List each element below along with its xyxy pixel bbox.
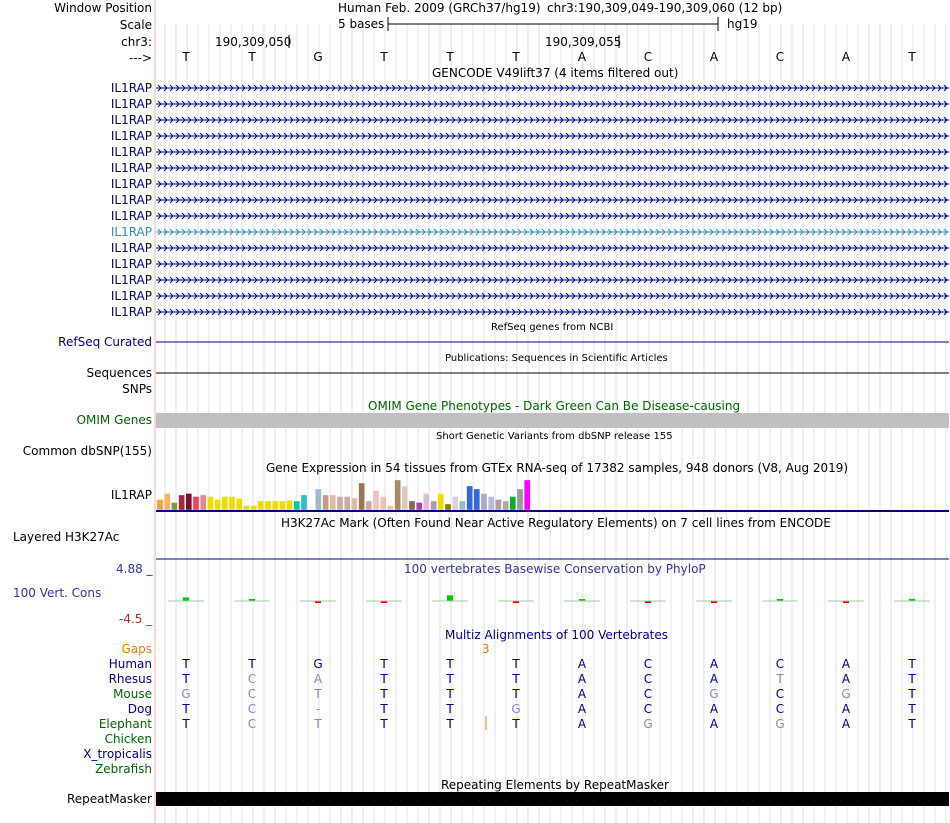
gtex-bar bbox=[359, 483, 365, 510]
gtex-bar bbox=[438, 494, 444, 511]
aligned-base: A bbox=[577, 657, 587, 671]
species-label: Human bbox=[108, 657, 152, 671]
gtex-bar bbox=[243, 506, 249, 511]
gtex-bar bbox=[524, 480, 530, 510]
gencode-transcript-label: IL1RAP bbox=[110, 177, 152, 191]
base-letter: T bbox=[512, 50, 520, 64]
aligned-base: A bbox=[709, 657, 719, 671]
aligned-base: T bbox=[182, 657, 190, 671]
gencode-transcript-label: IL1RAP bbox=[110, 209, 152, 223]
gencode-title[interactable]: GENCODE V49lift37 (4 items filtered out) bbox=[432, 66, 679, 80]
aligned-base: C bbox=[247, 672, 257, 686]
pubs-title[interactable]: Publications: Sequences in Scientific Articles bbox=[445, 353, 668, 364]
base-letter: A bbox=[709, 50, 719, 64]
omim-title[interactable]: OMIM Gene Phenotypes - Dark Green Can Be Disease-causing bbox=[368, 399, 741, 413]
aligned-base: T bbox=[512, 657, 520, 671]
base-letter: C bbox=[775, 50, 785, 64]
gencode-transcript-label: IL1RAP bbox=[110, 289, 152, 303]
refseq-title[interactable]: RefSeq genes from NCBI bbox=[491, 322, 614, 333]
aligned-base: A bbox=[841, 702, 851, 716]
aligned-base: T bbox=[380, 717, 388, 731]
species-label: Dog bbox=[127, 702, 152, 716]
gtex-bar bbox=[251, 506, 257, 511]
aligned-base: C bbox=[247, 687, 257, 701]
dbsnp-title[interactable]: Short Genetic Variants from dbSNP release 155 bbox=[436, 431, 673, 442]
phylop-bar bbox=[183, 597, 189, 601]
gtex-bar bbox=[171, 503, 177, 511]
chrom-label: chr3: bbox=[121, 35, 152, 49]
aligned-base: A bbox=[577, 672, 587, 686]
db-name: hg19 bbox=[727, 17, 758, 31]
aligned-base: T bbox=[314, 687, 322, 701]
gtex-bar bbox=[452, 497, 458, 511]
aligned-base: G bbox=[181, 687, 191, 701]
aligned-base: A bbox=[841, 672, 851, 686]
aligned-base: C bbox=[643, 702, 653, 716]
gtex-bar bbox=[200, 495, 206, 510]
repeat-label[interactable]: RepeatMasker bbox=[66, 792, 152, 806]
gtex-title[interactable]: Gene Expression in 54 tissues from GTEx RNA-seq of 17382 samples, 948 donors (V8, Aug 2019) bbox=[266, 461, 849, 475]
aligned-base: G bbox=[313, 657, 323, 671]
gaps-value: 3 bbox=[482, 642, 490, 656]
aligned-base: A bbox=[709, 717, 719, 731]
gtex-bar bbox=[409, 501, 415, 510]
gencode-transcript-label: IL1RAP bbox=[110, 81, 152, 95]
gtex-bar bbox=[488, 497, 494, 511]
aligned-base: A bbox=[841, 717, 851, 731]
gencode-transcript-label: IL1RAP bbox=[110, 257, 152, 271]
aligned-base: - bbox=[315, 702, 321, 716]
refseq-label[interactable]: RefSeq Curated bbox=[58, 335, 152, 349]
aligned-base: A bbox=[577, 702, 587, 716]
multiz-title[interactable]: Multiz Alignments of 100 Vertebrates bbox=[445, 628, 669, 642]
aligned-base: T bbox=[512, 672, 520, 686]
aligned-base: C bbox=[643, 687, 653, 701]
dbsnp-label[interactable]: Common dbSNP(155) bbox=[22, 444, 152, 458]
h3k27ac-title[interactable]: H3K27Ac Mark (Often Found Near Active Regulatory Elements) on 7 cell lines from ENCODE bbox=[281, 516, 831, 530]
gencode-transcript-label: IL1RAP bbox=[110, 273, 152, 287]
aligned-base: A bbox=[577, 717, 587, 731]
repeat-title[interactable]: Repeating Elements by RepeatMasker bbox=[441, 778, 669, 792]
gencode-transcript-label: IL1RAP bbox=[110, 145, 152, 159]
position-text: chr3:190,309,049-190,309,060 (12 bp) bbox=[547, 1, 783, 15]
aligned-base: G bbox=[511, 702, 521, 716]
aligned-base: T bbox=[908, 702, 916, 716]
gtex-bar bbox=[503, 501, 509, 510]
aligned-base: T bbox=[182, 702, 190, 716]
aligned-base: A bbox=[709, 702, 719, 716]
aligned-base: G bbox=[709, 687, 719, 701]
assembly-title: Human Feb. 2009 (GRCh37/hg19) bbox=[338, 1, 541, 15]
aligned-base: T bbox=[908, 717, 916, 731]
gtex-bar bbox=[308, 501, 314, 510]
scale-text: 5 bases bbox=[338, 17, 385, 31]
aligned-base: A bbox=[841, 657, 851, 671]
gtex-bar bbox=[236, 499, 242, 510]
gencode-transcript-label: IL1RAP bbox=[110, 305, 152, 319]
gtex-bar bbox=[294, 501, 300, 510]
gtex-bar bbox=[467, 486, 473, 510]
aligned-base: T bbox=[446, 672, 454, 686]
base-letter: T bbox=[446, 50, 454, 64]
gtex-bar bbox=[287, 500, 293, 510]
species-label: Mouse bbox=[113, 687, 152, 701]
coord-left: 190,309,050 bbox=[215, 35, 292, 49]
gtex-bar bbox=[431, 501, 437, 510]
aligned-base: T bbox=[182, 672, 190, 686]
gtex-bar bbox=[186, 494, 192, 511]
base-letter: T bbox=[182, 50, 190, 64]
h3k27ac-label[interactable]: Layered H3K27Ac bbox=[13, 530, 120, 544]
aligned-base: T bbox=[380, 702, 388, 716]
species-label: Elephant bbox=[98, 717, 152, 731]
aligned-base: G bbox=[841, 687, 851, 701]
window-position-label: Window Position bbox=[54, 1, 152, 15]
phylop-min: -4.5 _ bbox=[119, 612, 153, 626]
gtex-bar bbox=[517, 489, 523, 510]
aligned-base: T bbox=[446, 702, 454, 716]
gtex-bar bbox=[193, 497, 199, 511]
aligned-base: T bbox=[446, 687, 454, 701]
gencode-transcript-label: IL1RAP bbox=[110, 113, 152, 127]
aligned-base: C bbox=[643, 672, 653, 686]
gtex-bar bbox=[215, 500, 221, 511]
aligned-base: G bbox=[643, 717, 653, 731]
gtex-bar bbox=[481, 494, 487, 511]
gtex-bar bbox=[387, 506, 393, 511]
gtex-bar bbox=[323, 495, 329, 510]
gtex-bar bbox=[495, 500, 501, 511]
omim-bar bbox=[156, 413, 949, 428]
gencode-transcript-label: IL1RAP bbox=[110, 161, 152, 175]
aligned-base: T bbox=[380, 687, 388, 701]
aligned-base: T bbox=[446, 657, 454, 671]
pubs-label[interactable]: Sequences bbox=[86, 366, 152, 380]
aligned-base: T bbox=[446, 717, 454, 731]
gtex-bar bbox=[301, 495, 307, 510]
aligned-base: T bbox=[314, 717, 322, 731]
gtex-bar bbox=[445, 504, 451, 510]
species-label: Chicken bbox=[104, 732, 152, 746]
gtex-bar bbox=[380, 497, 386, 511]
species-label: Zebrafish bbox=[95, 762, 152, 776]
aligned-base: T bbox=[776, 672, 784, 686]
aligned-base: T bbox=[908, 687, 916, 701]
coord-right: 190,309,055 bbox=[545, 35, 622, 49]
gencode-transcript-label: IL1RAP bbox=[110, 241, 152, 255]
aligned-base: T bbox=[380, 657, 388, 671]
base-letter: T bbox=[248, 50, 256, 64]
gaps-label[interactable]: Gaps bbox=[121, 642, 152, 656]
gtex-bar bbox=[222, 497, 228, 511]
gtex-bar bbox=[164, 494, 170, 511]
phylop-label[interactable]: 100 Vert. Cons bbox=[13, 586, 102, 600]
gtex-bar bbox=[366, 501, 372, 510]
aligned-base: C bbox=[247, 702, 257, 716]
repeatmasker-bar bbox=[156, 792, 949, 806]
strand-label: ---> bbox=[128, 51, 152, 65]
snps-label[interactable]: SNPs bbox=[122, 382, 152, 396]
aligned-base: A bbox=[577, 687, 587, 701]
gtex-bar bbox=[272, 501, 278, 510]
gtex-bar bbox=[330, 495, 336, 510]
aligned-base: C bbox=[643, 657, 653, 671]
gtex-bar bbox=[337, 497, 343, 511]
aligned-base: A bbox=[709, 672, 719, 686]
aligned-base: T bbox=[512, 717, 520, 731]
gtex-label[interactable]: IL1RAP bbox=[110, 488, 152, 502]
gtex-bar bbox=[510, 497, 516, 511]
gencode-transcript-label: IL1RAP bbox=[110, 97, 152, 111]
gtex-bar bbox=[344, 497, 350, 511]
aligned-base: T bbox=[908, 657, 916, 671]
omim-label[interactable]: OMIM Genes bbox=[76, 413, 152, 427]
gtex-bar bbox=[395, 480, 401, 510]
gtex-bar bbox=[229, 497, 235, 511]
gtex-bar bbox=[423, 494, 429, 511]
species-label: Rhesus bbox=[108, 672, 152, 686]
phylop-bar bbox=[447, 595, 453, 601]
gtex-bar bbox=[315, 489, 321, 510]
aligned-base: C bbox=[775, 657, 785, 671]
aligned-base: C bbox=[775, 702, 785, 716]
gtex-bar bbox=[279, 501, 285, 510]
gtex-bar bbox=[402, 486, 408, 510]
aligned-base: T bbox=[248, 657, 256, 671]
aligned-base: T bbox=[908, 672, 916, 686]
aligned-base: T bbox=[182, 717, 190, 731]
gtex-bar bbox=[351, 498, 357, 510]
aligned-base: T bbox=[512, 687, 520, 701]
base-letter: T bbox=[380, 50, 388, 64]
base-letter: A bbox=[577, 50, 587, 64]
scale-label: Scale bbox=[119, 18, 152, 32]
gtex-bar bbox=[373, 491, 379, 511]
gtex-bar bbox=[157, 500, 163, 511]
phylop-title[interactable]: 100 vertebrates Basewise Conservation by PhyloP bbox=[404, 562, 706, 576]
phylop-max: 4.88 _ bbox=[116, 562, 153, 576]
gencode-transcript-label: IL1RAP bbox=[110, 193, 152, 207]
species-label: X_tropicalis bbox=[83, 747, 152, 761]
aligned-base: C bbox=[247, 717, 257, 731]
aligned-base: A bbox=[313, 672, 323, 686]
gtex-bar bbox=[416, 503, 422, 511]
base-letter: A bbox=[841, 50, 851, 64]
aligned-base: C bbox=[775, 687, 785, 701]
base-letter: T bbox=[908, 50, 916, 64]
gtex-bar bbox=[258, 501, 264, 510]
aligned-base: G bbox=[775, 717, 785, 731]
aligned-base: T bbox=[380, 672, 388, 686]
gencode-transcript-label: IL1RAP bbox=[110, 129, 152, 143]
gencode-transcript-label: IL1RAP bbox=[110, 225, 152, 239]
gtex-bar bbox=[474, 489, 480, 510]
gtex-bar bbox=[265, 501, 271, 510]
base-letter: G bbox=[313, 50, 323, 64]
base-letter: C bbox=[643, 50, 653, 64]
gtex-bar bbox=[207, 497, 213, 511]
gtex-bar bbox=[179, 495, 185, 510]
gtex-bar bbox=[459, 501, 465, 510]
